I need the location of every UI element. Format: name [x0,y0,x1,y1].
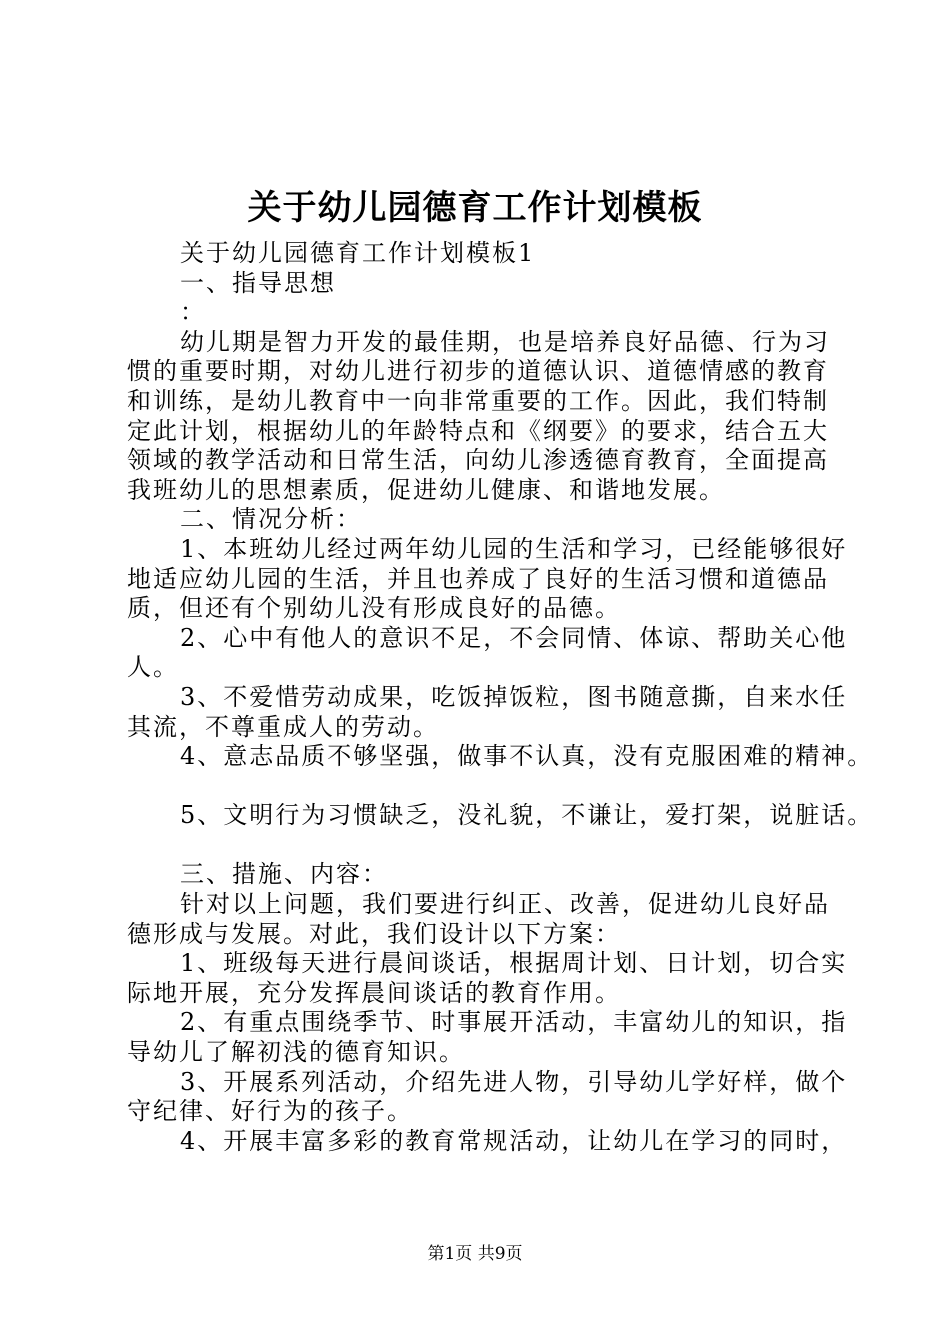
paragraph-lines [127,268,874,1157]
text-line: 4、开展丰富多彩的教育常规活动，让幼儿在学习的同时， [180,1126,848,1155]
text-line: 3、开展系列活动，介绍先进人物，引导幼儿学好样，做个 [180,1067,848,1096]
text-line: 幼儿期是智力开发的最佳期，也是培养良好品德、行为习 [180,327,830,356]
document-title: 关于幼儿园德育工作计划模板 [247,188,703,228]
text-line: 质，但还有个别幼儿没有形成良好的品德。 [127,594,621,623]
text-line: 地适应幼儿园的生活，并且也养成了良好的生活习惯和道德品 [127,564,829,593]
text-line: ： [180,298,206,327]
text-line: 三、措施、内容： [180,860,388,889]
text-line: 1、班级每天进行晨间谈话，根据周计划、日计划，切合实 [180,949,848,978]
text-line: 1、本班幼儿经过两年幼儿园的生活和学习，已经能够很好 [180,534,848,563]
text-line: 二、情况分析： [180,505,362,534]
text-line: 3、不爱惜劳动成果，吃饭掉饭粒，图书随意撕，自来水任 [180,682,848,711]
text-line: 人。 [127,653,179,682]
text-line: 领域的教学活动和日常生活，向幼儿渗透德育教育，全面提高 [127,446,829,475]
text-line: 我班幼儿的思想素质，促进幼儿健康、和谐地发展。 [127,475,725,504]
text-line: 际地开展，充分发挥晨间谈话的教育作用。 [127,978,621,1007]
text-line: 德形成与发展。对此，我们设计以下方案： [127,919,621,948]
document-subtitle: 关于幼儿园德育工作计划模板1 [180,239,536,267]
text-line: 守纪律、好行为的孩子。 [127,1097,413,1126]
text-line: 和训练，是幼儿教育中一向非常重要的工作。因此，我们特制 [127,386,829,415]
text-line: 2、心中有他人的意识不足，不会同情、体谅、帮助关心他 [180,623,848,652]
text-line: 针对以上问题，我们要进行纠正、改善，促进幼儿良好品 [180,890,830,919]
text-line: 5、文明行为习惯缺乏，没礼貌，不谦让，爱打架，说脏话。 [180,801,874,830]
document-body [127,239,874,1156]
text-line: 2、有重点围绕季节、时事展开活动，丰富幼儿的知识，指 [180,1008,848,1037]
text-line: 一、指导思想 [180,268,336,297]
text-line: 导幼儿了解初浅的德育知识。 [127,1038,465,1067]
text-line: 惯的重要时期，对幼儿进行初步的道德认识、道德情感的教育 [127,357,829,386]
page-number: 第1页 共9页 [427,1244,523,1264]
text-line [127,831,847,861]
text-line: 其流，不尊重成人的劳动。 [127,712,439,741]
text-line: 4、意志品质不够坚强，做事不认真，没有克服困难的精神。 [180,742,874,771]
text-line: 定此计划，根据幼儿的年龄特点和《纲要》的要求，结合五大 [127,416,829,445]
text-line [127,772,847,802]
